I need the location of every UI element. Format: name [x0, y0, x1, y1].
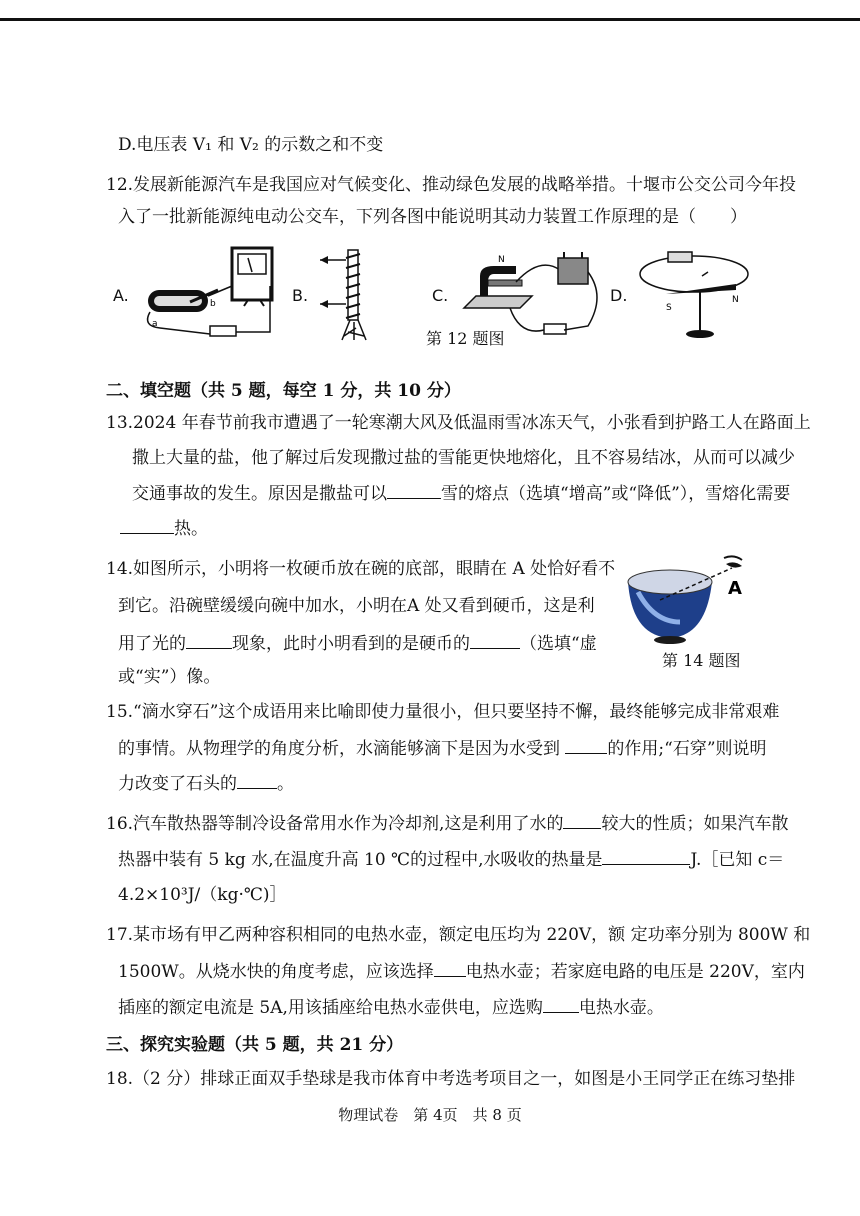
q14-line-1: 14.如图所示，小明将一枚硬币放在碗的底部，眼睛在 A 处恰好看不	[106, 559, 616, 579]
q16-line-3: 4.2×10³J/（kg·℃)］	[118, 885, 287, 905]
q16-line-2: 热器中装有 5 kg 水,在温度升高 10 ℃的过程中,水吸收的热量是 J.［已知 c＝	[118, 850, 785, 870]
q17-line-1: 17.某市场有甲乙两种容积相同的电热水壶，额定电压均为 220V，额 定功率分别为 800W 和	[106, 925, 811, 945]
page-footer: 物理试卷 第 4页 共 8 页	[338, 1106, 522, 1124]
q12-figure-d-letter-s: S	[666, 303, 672, 313]
q18-line-1: 18.（2 分）排球正面双手垫球是我市体育中考选考项目之一，如图是小王同学正在练习垫排	[106, 1069, 796, 1089]
q13-line-2: 撒上大量的盐，他了解过后发现撒过盐的雪能更快地熔化，且不容易结冰，从而可以减少	[132, 448, 795, 468]
q14-point-a-label: A	[728, 578, 742, 599]
section-3-title: 三、探究实验题（共 5 题，共 21 分）	[106, 1035, 404, 1055]
q17-blank-2	[543, 996, 579, 1013]
q13-line-3: 交通事故的发生。原因是撒盐可以 雪的熔点（选填“增高”或“降低”），雪熔化需要	[132, 484, 791, 504]
q15-line-2: 的事情。从物理学的角度分析，水滴能够滴下是因为水受到 的作用;“石穿”则说明	[118, 739, 767, 759]
q12-figure-b-electromagnet-nails	[318, 248, 382, 344]
q14-figure-bowl-eye	[624, 552, 754, 648]
q15-line-1: 15.“滴水穿石”这个成语用来比喻即使力量很小，但只要坚持不懈，最终能够完成非常艰难	[106, 702, 780, 722]
q12-option-a-label: A.	[113, 286, 129, 305]
q17-line-3: 插座的额定电流是 5A,用该插座给电热水壶供电，应选购 电热水壶。	[118, 998, 664, 1018]
q17-line-2: 1500W。从烧水快的角度考虑，应该选择 电热水壶；若家庭电路的电压是 220V，室内	[118, 962, 805, 982]
q12-figure-a-galvanometer-coil	[140, 246, 282, 342]
q13-blank-1	[387, 482, 441, 499]
q16-blank-2	[602, 848, 690, 865]
q14-blank-1	[186, 632, 232, 649]
section-2-title: 二、填空题（共 5 题，每空 1 分，共 10 分）	[106, 381, 461, 401]
q12-line-1: 12.发展新能源汽车是我国应对气候变化、推动绿色发展的战略举措。十堰市公交公司今年投	[106, 175, 797, 195]
q16-line-1: 16.汽车散热器等制冷设备常用水作为冷却剂,这是利用了水的 较大的性质；如果汽车散	[106, 814, 789, 834]
q14-caption: 第 14 题图	[662, 651, 741, 670]
q12-caption: 第 12 题图	[426, 329, 505, 348]
q12-option-b-label: B.	[292, 286, 309, 305]
q15-blank-2	[237, 772, 277, 789]
q13-line-1: 13.2024 年春节前我市遭遇了一轮寒潮大风及低温雨雪冰冻天气，小张看到护路工人在路面上	[106, 413, 811, 433]
q15-blank-1	[565, 737, 607, 754]
q14-line-4: 或“实”）像。	[118, 667, 221, 687]
q15-line-3: 力改变了石头的 。	[118, 774, 294, 794]
q16-blank-1	[563, 812, 601, 829]
q12-figure-a-letter-a: a	[152, 319, 158, 329]
q11-option-d: D.电压表 V₁ 和 V₂ 的示数之和不变	[118, 135, 384, 155]
q13-blank-2	[120, 517, 174, 534]
q14-line-2: 到它。沿碗壁缓缓向碗中加水，小明在A 处又看到硬币，这是利	[118, 596, 595, 616]
q12-option-d-label: D.	[610, 286, 628, 305]
top-border-line	[0, 18, 860, 21]
q12-figure-a-letter-b: b	[210, 299, 216, 309]
q12-figure-d-letter-n: N	[732, 295, 739, 305]
q12-figure-c-letter-n: N	[498, 255, 505, 265]
q17-blank-1	[434, 960, 466, 977]
q14-blank-2	[470, 632, 520, 649]
q12-option-c-label: C.	[432, 286, 449, 305]
q13-line-4: 热。	[120, 517, 208, 540]
q14-line-3: 用了光的 现象，此时小明看到的是硬币的 （选填“虚	[118, 634, 597, 654]
q12-figure-d-oersted-compass	[636, 244, 752, 344]
q12-line-2: 入了一批新能源纯电动公交车，下列各图中能说明其动力装置工作原理的是（ ）	[118, 207, 747, 227]
